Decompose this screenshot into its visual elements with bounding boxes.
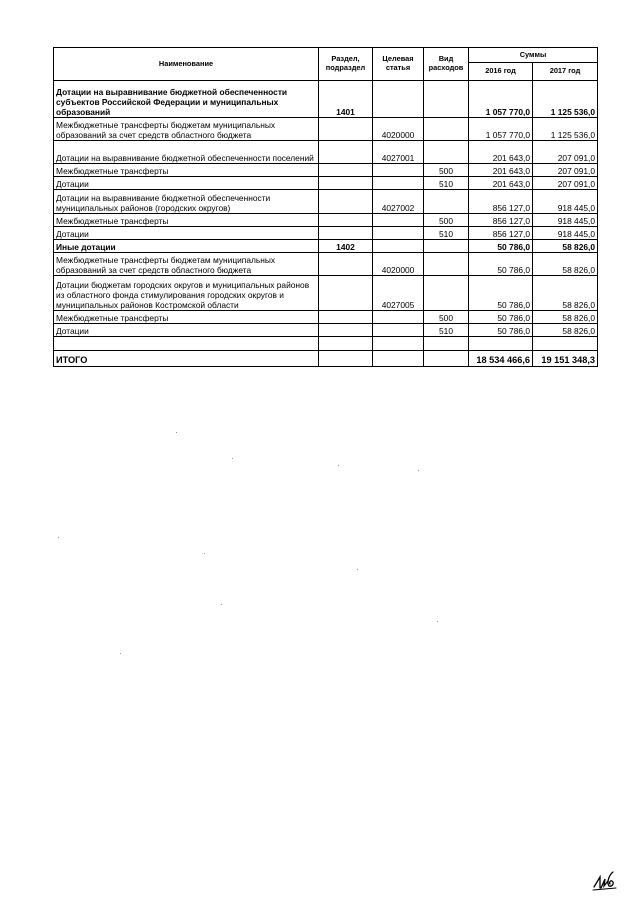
total-row [54, 351, 598, 367]
table-row [54, 311, 598, 324]
row-name: Межбюджетные трансферты [54, 311, 319, 324]
total-2017: 19 151 348,3 [533, 351, 598, 367]
scan-speck [204, 553, 205, 554]
row-expense-type [424, 253, 469, 276]
row-name: Межбюджетные трансферты бюджетам муниципальных образований за счет средств областного бюджета [54, 253, 319, 276]
row-amount-2016: 201 643,0 [469, 141, 533, 164]
row-amount-2017: 58 826,0 [533, 253, 598, 276]
scan-speck [120, 653, 121, 654]
row-amount-2016: 1 057 770,0 [469, 118, 533, 141]
scan-speck [58, 537, 59, 538]
row-amount-2016: 856 127,0 [469, 227, 533, 240]
row-amount-2016: 856 127,0 [469, 214, 533, 227]
row-amount-2017: 1 125 536,0 [533, 81, 598, 118]
scan-speck [418, 470, 419, 471]
scan-speck [338, 465, 339, 466]
row-amount-2017: 918 445,0 [533, 190, 598, 214]
row-name: Дотации [54, 324, 319, 337]
row-article: 4027001 [373, 141, 424, 164]
table-row [54, 214, 598, 227]
row-expense-type: 510 [424, 324, 469, 337]
row-name: Дотации на выравнивание бюджетной обеспеченности поселений [54, 141, 319, 164]
total-label: ИТОГО [54, 351, 319, 367]
row-amount-2016: 201 643,0 [469, 177, 533, 190]
table-row [54, 177, 598, 190]
row-section [319, 141, 373, 164]
row-section [319, 190, 373, 214]
table-row [54, 81, 598, 118]
row-article [373, 240, 424, 253]
row-section [319, 164, 373, 177]
row-article [373, 177, 424, 190]
row-amount-2017: 58 826,0 [533, 324, 598, 337]
row-expense-type [424, 118, 469, 141]
row-expense-type: 500 [424, 164, 469, 177]
row-expense-type [424, 240, 469, 253]
row-section [319, 324, 373, 337]
row-amount-2017: 1 125 536,0 [533, 118, 598, 141]
header-name: Наименование [54, 48, 319, 81]
row-section: 1401 [319, 81, 373, 118]
row-section [319, 311, 373, 324]
row-section [319, 214, 373, 227]
row-name: Межбюджетные трансферты [54, 164, 319, 177]
row-article: 4020000 [373, 118, 424, 141]
table-row [54, 276, 598, 311]
total-2016: 18 534 466,6 [469, 351, 533, 367]
header-sums: Суммы [469, 48, 598, 63]
row-expense-type: 510 [424, 227, 469, 240]
table-row [54, 324, 598, 337]
row-name: Межбюджетные трансферты бюджетам муниципальных образований за счет средств областного бюджета [54, 118, 319, 141]
row-amount-2016: 50 786,0 [469, 240, 533, 253]
row-article: 4027005 [373, 276, 424, 311]
table-row [54, 240, 598, 253]
row-article [373, 324, 424, 337]
row-amount-2017: 58 826,0 [533, 276, 598, 311]
row-amount-2016: 201 643,0 [469, 164, 533, 177]
row-amount-2017: 207 091,0 [533, 164, 598, 177]
row-section [319, 177, 373, 190]
row-amount-2017: 918 445,0 [533, 227, 598, 240]
row-section [319, 118, 373, 141]
header-year-2017: 2017 год [533, 63, 598, 81]
row-article [373, 81, 424, 118]
row-article [373, 227, 424, 240]
row-name: Иные дотации [54, 240, 319, 253]
scan-speck [176, 432, 177, 433]
table-row [54, 190, 598, 214]
row-name: Дотации [54, 227, 319, 240]
table-body [54, 81, 598, 337]
header-year-2016: 2016 год [469, 63, 533, 81]
row-amount-2016: 50 786,0 [469, 253, 533, 276]
row-expense-type: 500 [424, 214, 469, 227]
row-section [319, 276, 373, 311]
table-row [54, 253, 598, 276]
row-amount-2016: 856 127,0 [469, 190, 533, 214]
blank-row [54, 337, 598, 351]
header-section: Раздел, подраздел [319, 48, 373, 81]
row-article [373, 214, 424, 227]
table-row [54, 164, 598, 177]
header-article: Целевая статья [373, 48, 424, 81]
row-name: Дотации бюджетам городских округов и муниципальных районов из областного фонда стимулирования городских округов и муниципальных районов Костромской области [54, 276, 319, 311]
row-amount-2017: 207 091,0 [533, 177, 598, 190]
row-section [319, 227, 373, 240]
row-expense-type [424, 141, 469, 164]
scan-speck [357, 569, 358, 570]
table-row [54, 141, 598, 164]
table-row [54, 118, 598, 141]
row-section: 1402 [319, 240, 373, 253]
row-expense-type: 500 [424, 311, 469, 324]
row-amount-2017: 58 826,0 [533, 240, 598, 253]
scan-speck [232, 458, 233, 459]
row-name: Межбюджетные трансферты [54, 214, 319, 227]
row-section [319, 253, 373, 276]
scan-speck [437, 621, 438, 622]
row-amount-2016: 50 786,0 [469, 324, 533, 337]
row-article [373, 311, 424, 324]
row-name: Дотации на выравнивание бюджетной обеспеченности муниципальных районов (городских округов) [54, 190, 319, 214]
row-amount-2017: 207 091,0 [533, 141, 598, 164]
row-article [373, 164, 424, 177]
row-article: 4027002 [373, 190, 424, 214]
row-expense-type: 510 [424, 177, 469, 190]
scan-speck [221, 604, 222, 605]
row-name: Дотации на выравнивание бюджетной обеспеченности субъектов Российской Федерации и муниципальных образований [54, 81, 319, 118]
row-article: 4020000 [373, 253, 424, 276]
table-row [54, 227, 598, 240]
row-amount-2017: 58 826,0 [533, 311, 598, 324]
header-expense-type: Вид расходов [424, 48, 469, 81]
row-amount-2017: 918 445,0 [533, 214, 598, 227]
row-amount-2016: 50 786,0 [469, 311, 533, 324]
row-expense-type [424, 190, 469, 214]
row-expense-type [424, 276, 469, 311]
handwritten-page-number [592, 868, 618, 892]
row-name: Дотации [54, 177, 319, 190]
row-amount-2016: 50 786,0 [469, 276, 533, 311]
row-amount-2016: 1 057 770,0 [469, 81, 533, 118]
budget-table [53, 47, 598, 367]
row-expense-type [424, 81, 469, 118]
